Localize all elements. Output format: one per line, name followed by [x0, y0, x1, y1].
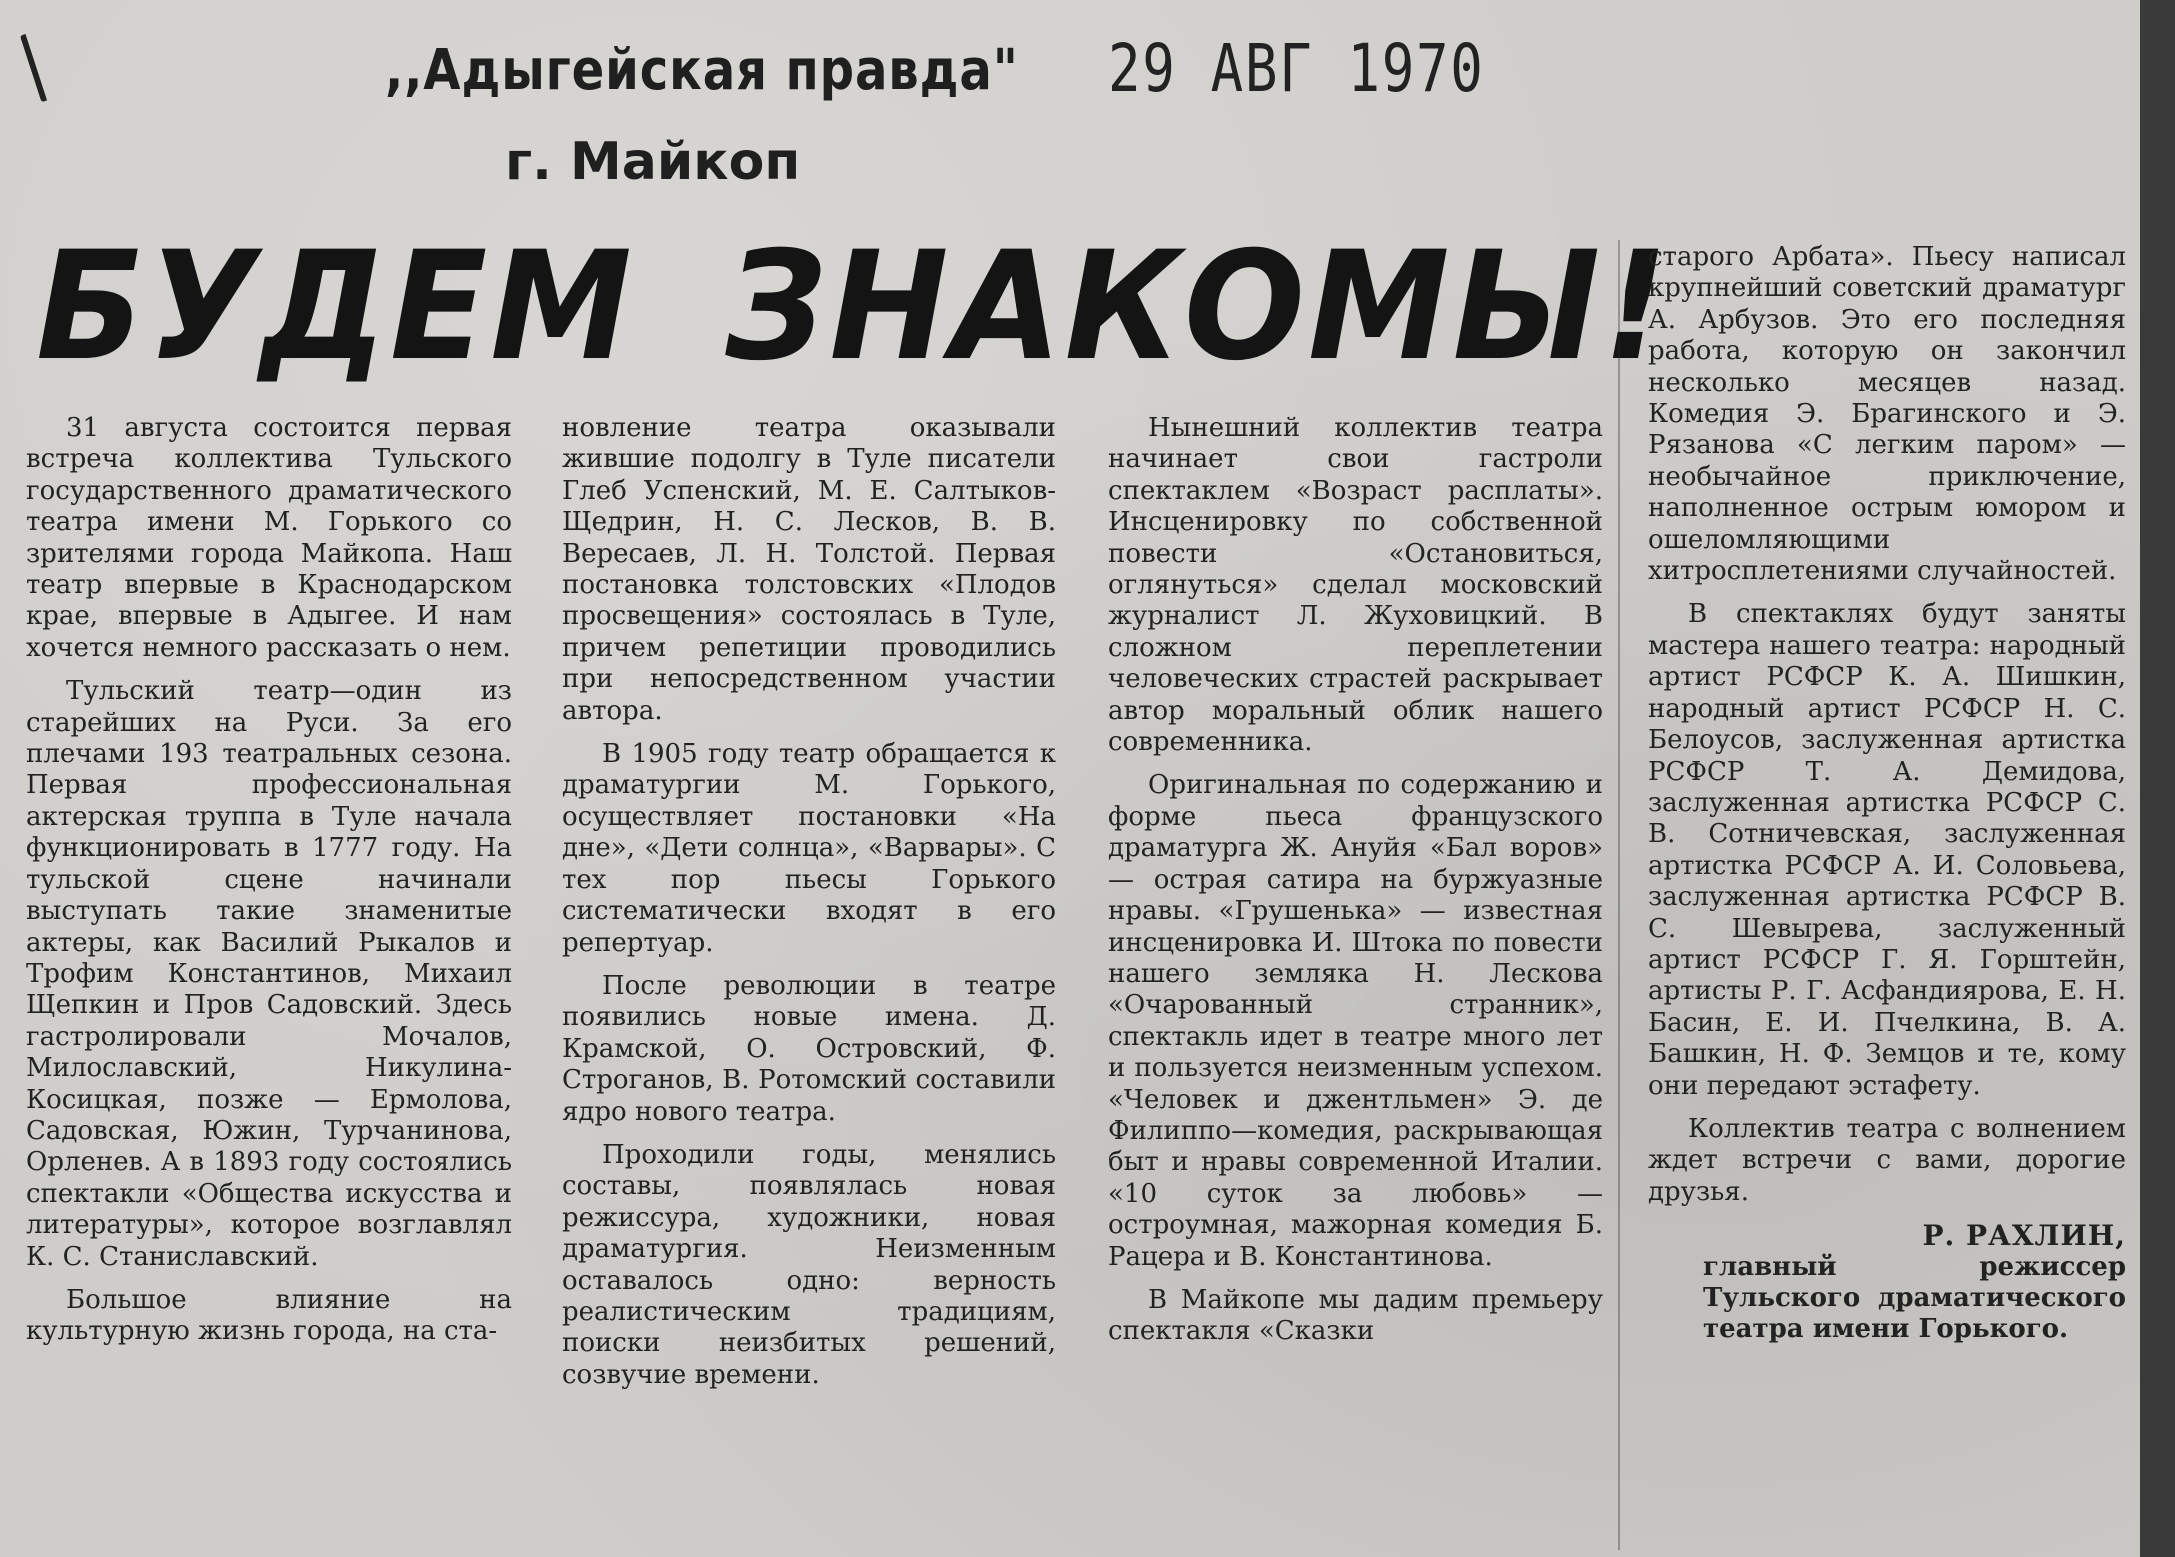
- author-name: Р. РАХЛИН,: [1922, 1219, 2126, 1253]
- paragraph: Проходили годы, менялись составы, появлялась новая режиссура, художники, новая драматургия. Неизменным оставалось одно: верность реалистическим традициям, поиски неизбитых решений, созвучие времени.: [562, 1139, 1056, 1390]
- paragraph: Оригинальная по содержанию и форме пьеса французского драматурга Ж. Ануйя «Бал воров» — острая сатира на буржуазные нравы. «Грушенька» — известная инсценировка И. Штока по повести нашего земляка Н. Лескова «Очарованный странник», спектакль идет в театре много лет и пользуется неизменным успехом. «Человек и джентльмен» Э. де Филиппо—комедия, раскрывающая быт и нравы современной Италии. «10 суток за любовь» — остроумная, мажорная комедия Б. Рацера и В. Константинова.: [1108, 770, 1603, 1272]
- article-headline: БУДЕМ ЗНАКОМЫ!: [36, 220, 1671, 394]
- article-column-2: [562, 413, 1056, 1403]
- paragraph: В Майкопе мы дадим премьеру спектакля «Сказки: [1108, 1284, 1603, 1347]
- paragraph: 31 августа состоится первая встреча коллектива Тульского государственного драматического театра имени М. Горького со зрителями города Майкопа. Наш театр впервые в Краснодарском крае, впервые в Адыгее. И нам хочется немного рассказать о нем.: [26, 413, 512, 663]
- column-divider: [1618, 240, 1620, 1550]
- article-column-3: [1108, 413, 1603, 1360]
- newspaper-masthead: ,,Адыгейская правда": [385, 38, 1019, 103]
- article-column-1: [26, 413, 512, 1360]
- paragraph: новление театра оказывали жившие подолгу в Туле писатели Глеб Успенский, М. Е. Салтыков-Щедрин, Н. С. Лесков, В. В. Вересаев, Л. Н. Толстой. Первая постановка толстовских «Плодов просвещения» состоялась в Туле, причем репетиции проводились при непосредственном участии автора.: [562, 413, 1056, 726]
- paragraph: Коллектив театра с волнением ждет встречи с вами, дорогие друзья.: [1648, 1113, 2126, 1207]
- article-column-4: [1648, 242, 2126, 1345]
- author-title: главный режиссер Тульского драматического театра имени Горького.: [1703, 1251, 2126, 1344]
- paragraph: В спектаклях будут заняты мастера нашего театра: народный артист РСФСР К. А. Шишкин, народный артист РСФСР Н. С. Белоусов, заслуженная артистка РСФСР Т. А. Демидова, заслуженная артистка РСФСР С. В. Сотничевская, заслуженная артистка РСФСР А. И. Соловьева, заслуженная артистка РСФСР В. С. Шевырева, заслуженный артист РСФСР Г. Я. Горштейн, артисты Р. Г. Асфандиярова, Е. Н. Басин, Е. И. Пчелкина, В. А. Башкин, Н. Ф. Земцов и те, кому они передают эстафету.: [1648, 599, 2126, 1101]
- pencil-mark: [20, 28, 66, 103]
- paragraph: старого Арбата». Пьесу написал крупнейший советский драматург А. Арбузов. Это его последняя работа, которую он закончил несколько месяцев назад. Комедия Э. Брагинского и Э. Рязанова «С легким паром» — необычайное приключение, наполненное острым юмором и ошеломляющими хитросплетениями случайностей.: [1648, 242, 2126, 587]
- paragraph: В 1905 году театр обращается к драматургии М. Горького, осуществляет постановки «На дне», «Дети солнца», «Варвары». С тех пор пьесы Горького систематически входят в его репертуар.: [562, 739, 1056, 958]
- paragraph: Тульский театр—один из старейших на Руси. За его плечами 193 театральных сезона. Первая профессиональная актерская труппа в Туле начала функционировать в 1777 году. На тульской сцене начинали выступать такие знаменитые актеры, как Василий Рыкалов и Трофим Константинов, Михаил Щепкин и Пров Садовский. Здесь гастролировали Мочалов, Милославский, Никулина-Косицкая, позже — Ермолова, Садовская, Южин, Турчанинова, Орленев. А в 1893 году состоялись спектакли «Общества искусства и литературы», которое возглавлял К. С. Станиславский.: [26, 676, 512, 1272]
- date-stamp: 29 АВГ 1970: [1108, 30, 1485, 107]
- scan-edge: [2140, 0, 2175, 1557]
- city-line: г. Майкоп: [505, 132, 801, 192]
- paragraph: После революции в театре появились новые имена. Д. Крамской, О. Островский, Ф. Строганов, В. Ротомский составили ядро нового театра.: [562, 970, 1056, 1127]
- paragraph: Нынешний коллектив театра начинает свои гастроли спектаклем «Возраст расплаты». Инсценировку по собственной повести «Остановиться, оглянуться» сделал московский журналист Л. Жуховицкий. В сложном переплетении человеческих страстей раскрывает автор моральный облик нашего современника.: [1108, 413, 1603, 758]
- author-signature: [1648, 1220, 2126, 1344]
- paragraph: Большое влияние на культурную жизнь города, на ста-: [26, 1284, 512, 1347]
